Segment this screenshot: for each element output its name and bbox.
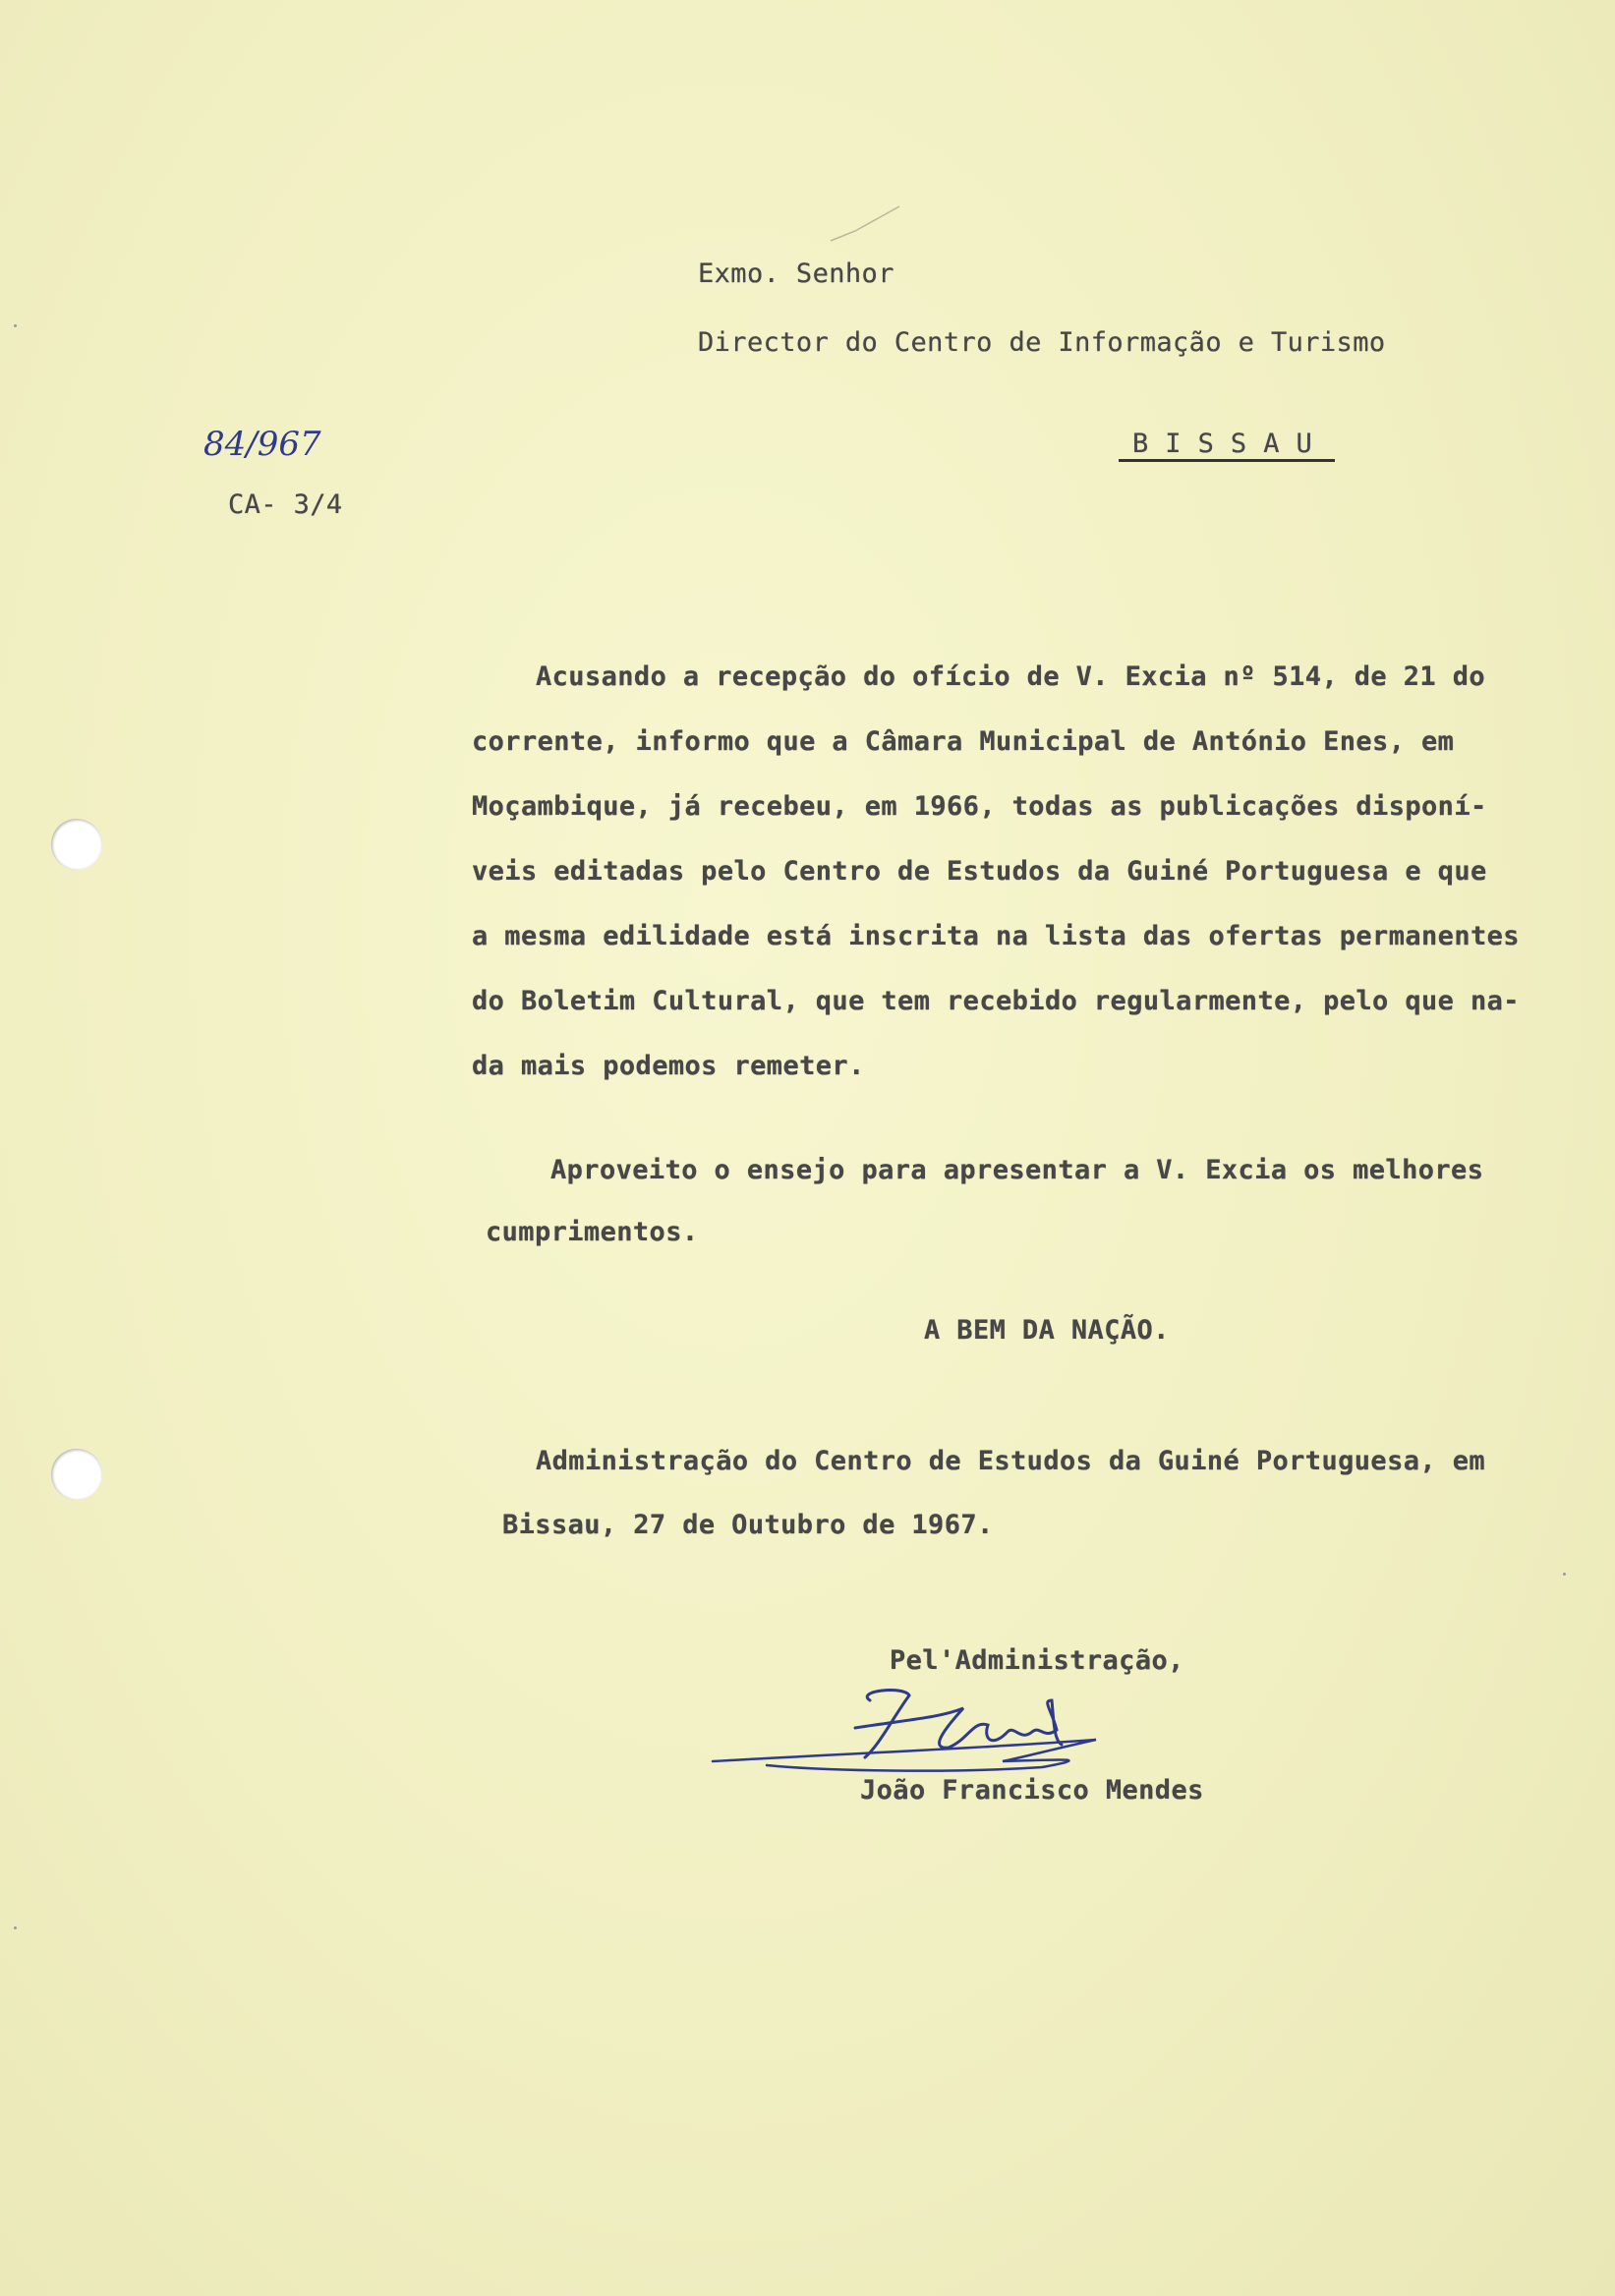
paragraph1-line3: Moçambique, já recebeu, em 1966, todas as publicações disponí- — [472, 791, 1487, 822]
closing-line2: Bissau, 27 de Outubro de 1967. — [502, 1510, 994, 1540]
paragraph1-line6: do Boletim Cultural, que tem recebido regularmente, pelo que na- — [472, 986, 1520, 1016]
handwritten-signature — [708, 1671, 1219, 1779]
paper-speck — [1563, 1573, 1566, 1576]
destination-underline — [1119, 459, 1335, 462]
reference-code: CA- 3/4 — [228, 489, 343, 520]
signatory-name: João Francisco Mendes — [860, 1775, 1204, 1806]
motto: A BEM DA NAÇÃO. — [924, 1315, 1170, 1346]
paragraph1-line7: da mais podemos remeter. — [472, 1051, 865, 1081]
destination-city: B I S S A U — [1132, 429, 1313, 459]
punch-hole-bottom — [51, 1449, 102, 1500]
reference-number: 84/967 — [203, 425, 321, 464]
closing-line1: Administração do Centro de Estudos da Guiné Portuguesa, em — [536, 1446, 1486, 1476]
on-behalf-line: Pel'Administração, — [890, 1645, 1184, 1676]
pencil-tick-mark — [826, 201, 904, 251]
paragraph2-line1: Aproveito o ensejo para apresentar a V. Excia os melhores — [550, 1155, 1484, 1185]
recipient: Director do Centro de Informação e Turismo — [698, 327, 1386, 358]
punch-hole-top — [51, 819, 102, 870]
paper-speck — [14, 324, 17, 327]
paragraph1-line1: Acusando a recepção do ofício de V. Excia nº 514, de 21 do — [536, 661, 1486, 692]
paragraph1-line5: a mesma edilidade está inscrita na lista das ofertas permanentes — [472, 921, 1520, 951]
paragraph2-line2: cumprimentos. — [486, 1217, 699, 1247]
salutation: Exmo. Senhor — [698, 258, 894, 289]
paragraph1-line2: corrente, informo que a Câmara Municipal de António Enes, em — [472, 726, 1455, 757]
paragraph1-line4: veis editadas pelo Centro de Estudos da Guiné Portuguesa e que — [472, 856, 1487, 887]
paper-speck — [14, 1926, 17, 1929]
